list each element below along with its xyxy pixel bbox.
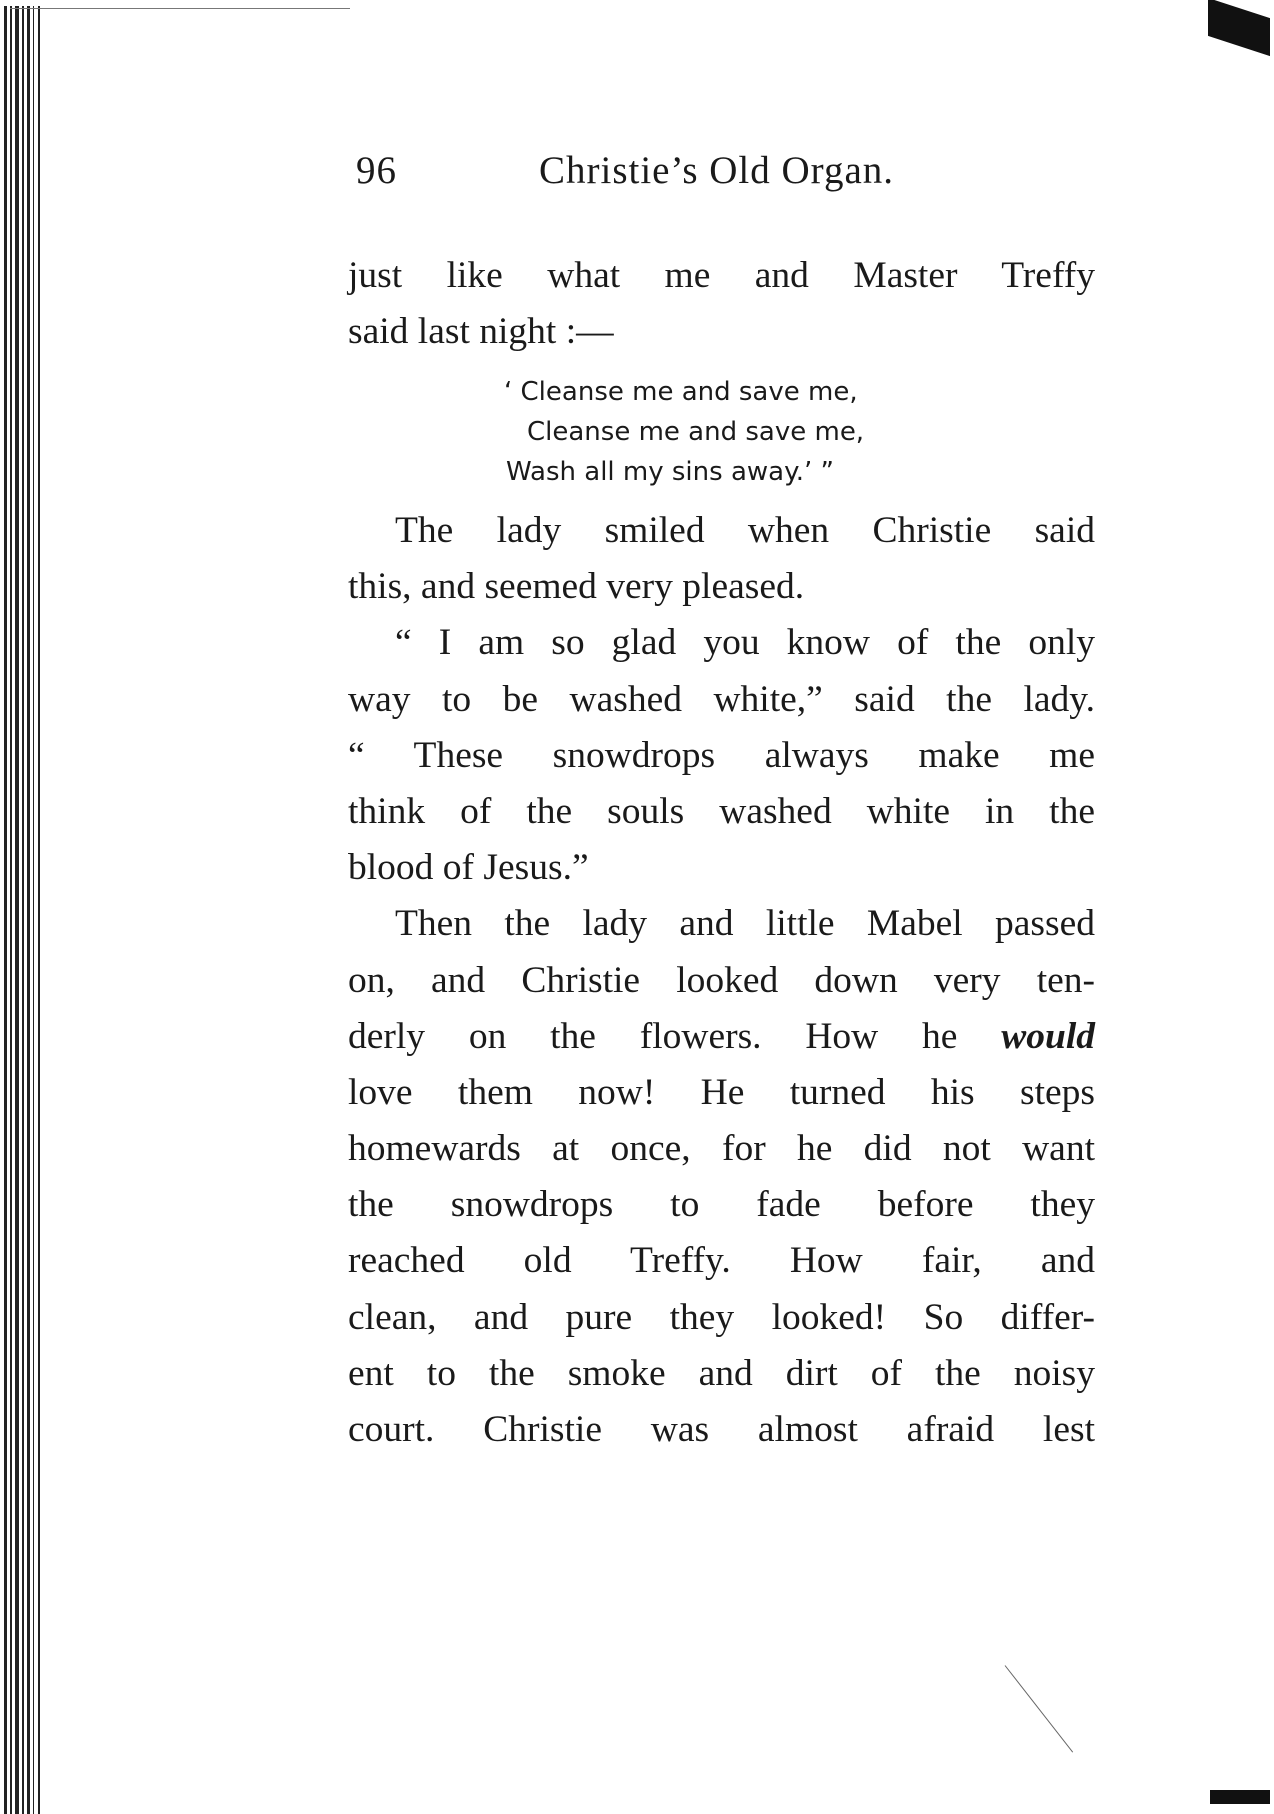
hymn-verse (504, 372, 964, 492)
body-text (348, 503, 1095, 1458)
text-line: way to be washed white,” said the lady. (348, 678, 1095, 720)
text-line: said last night :— (348, 311, 614, 353)
text-line: “ These snowdrops always make me (348, 734, 1095, 776)
text-line: love them now! He turned his steps (348, 1071, 1095, 1113)
verse-line: ‘ Cleanse me and save me, (504, 377, 858, 407)
text-line: Then the lady and little Mabel passed (395, 903, 1095, 945)
text-line: blood of Jesus.” (348, 847, 589, 889)
verse-line: Wash all my sins away.’ ” (506, 457, 835, 487)
scan-corner-mark (1210, 1790, 1270, 1804)
text-line: on, and Christie looked down very ten- (348, 959, 1095, 1001)
text-line: The lady smiled when Christie said (395, 510, 1095, 551)
page-top-edge (10, 8, 350, 9)
binding-line (38, 6, 40, 1814)
binding-line (15, 6, 19, 1814)
text-line: think of the souls washed white in the (348, 790, 1095, 832)
text-line: clean, and pure they looked! So differ- (348, 1296, 1095, 1338)
text-segment: derly on the flowers. How he (348, 1015, 1002, 1057)
text-line: reached old Treffy. How fair, and (348, 1240, 1095, 1282)
running-title: Christie’s Old Organ. (539, 149, 895, 192)
verse-line: Cleanse me and save me, (527, 417, 865, 447)
text-line: just like what me and Master Treffy (348, 255, 1095, 296)
binding-line (4, 6, 7, 1814)
pencil-stroke (1005, 1665, 1074, 1752)
page-number: 96 (356, 149, 397, 192)
binding-line (10, 6, 12, 1814)
text-line: “ I am so glad you know of the only (395, 622, 1095, 664)
binding-line (33, 6, 34, 1814)
binding-line (22, 6, 24, 1814)
text-line: court. Christie was almost afraid lest (348, 1409, 1095, 1450)
binding-line (27, 6, 30, 1814)
text-line: the snowdrops to fade before they (348, 1184, 1095, 1226)
book-binding-gutter (0, 0, 48, 1814)
text-line: this, and seemed very pleased. (348, 566, 805, 608)
opening-lines (348, 248, 1095, 360)
text-line: homewards at once, for he did not want (348, 1128, 1095, 1170)
page-header (356, 148, 1101, 208)
scan-corner-mark (1208, 0, 1270, 56)
emphasized-word: would (1001, 1015, 1095, 1057)
text-line: ent to the smoke and dirt of the noisy (348, 1352, 1095, 1394)
text-line (348, 1009, 1095, 1065)
